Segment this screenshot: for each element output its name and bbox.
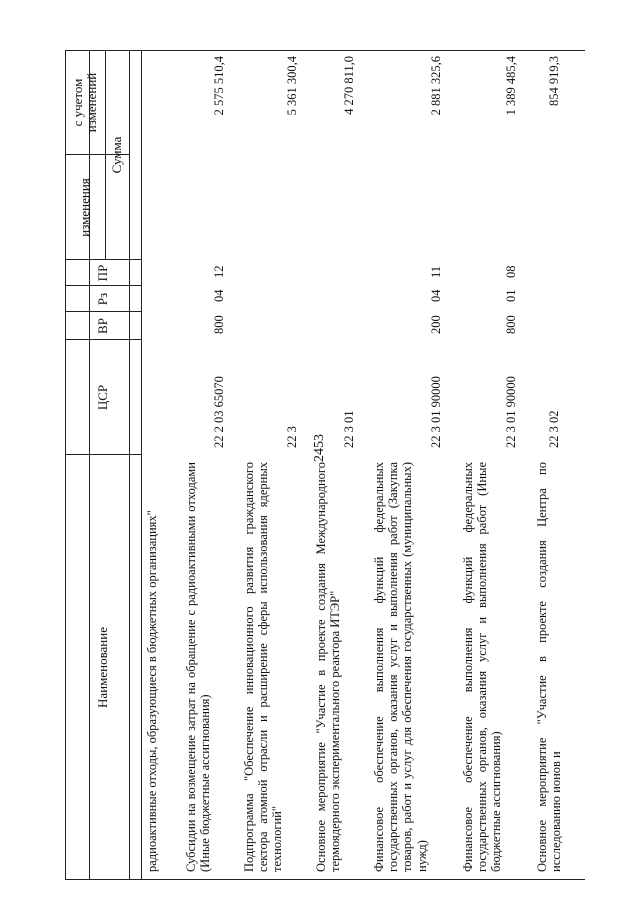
table-left-border <box>65 879 585 880</box>
row-4-pr: 11 <box>429 265 443 278</box>
row-6-csr: 22 3 02 <box>547 410 561 448</box>
header-summa: Сумма <box>109 136 124 174</box>
page-number: 2453 <box>312 434 327 462</box>
row-4-name: Финансовое обеспечение выполнения функций федеральных государственных органов, оказания услуг и выполнения работ (Закупка товаров, работ и услуг для обеспечения государственных (муниципальных) нужд) <box>372 462 429 872</box>
header-name: Наименование <box>95 627 110 708</box>
row-4-rz: 04 <box>429 289 443 302</box>
header-csr: ЦСР <box>95 384 110 411</box>
budget-table <box>65 50 585 880</box>
row-5-vr: 800 <box>504 315 518 334</box>
row-3-with-changes: 4 270 811,0 <box>342 56 356 115</box>
row-0-name: радиоактивные отходы, образующиеся в бюджетных организациях" <box>145 510 159 872</box>
row-4-csr: 22 3 01 90000 <box>429 376 443 448</box>
row-1-with-changes: 2 575 510,4 <box>212 56 226 116</box>
header-with-changes: с учетом изменений <box>70 72 99 133</box>
row-1-rz: 04 <box>212 289 226 302</box>
row-1-pr: 12 <box>212 265 226 278</box>
row-6-with-changes: 854 919,3 <box>547 56 561 106</box>
header-rz: Рз <box>95 292 110 306</box>
row-1-csr: 22 2 03 65070 <box>212 376 226 448</box>
row-2-name: Подпрограмма "Обеспечение инновационного развития гражданского сектора атомной отрасли и расширение сферы использования ядерных технологий" <box>242 462 285 872</box>
row-4-with-changes: 2 881 325,6 <box>429 56 443 116</box>
row-5-pr: 08 <box>504 265 518 278</box>
row-6-name: Основное мероприятие "Участие в проекте создания Центра по исследованию ионов и <box>535 462 564 872</box>
row-2-csr: 22 3 <box>285 426 299 448</box>
row-3-csr: 22 3 01 <box>342 410 356 448</box>
header-border <box>141 50 142 880</box>
row-5-name: Финансовое обеспечение выполнения функций федеральных государственных органов, оказания услуг и выполнения работ (Иные бюджетные ассигнования) <box>461 462 504 872</box>
row-2-with-changes: 5 361 300,4 <box>285 56 299 116</box>
row-5-csr: 22 3 01 90000 <box>504 376 518 448</box>
row-1-vr: 800 <box>212 315 226 334</box>
row-5-rz: 01 <box>504 289 518 302</box>
header-pr: ПР <box>95 264 110 282</box>
row-4-vr: 200 <box>429 315 443 334</box>
row-3-name: Основное мероприятие "Участие в проекте создания Международного термоядерного экспериментального реактора ИТЭР" <box>314 462 343 872</box>
table-right-border <box>65 50 585 51</box>
header-vr: ВР <box>95 318 110 334</box>
row-5-with-changes: 1 389 485,4 <box>504 56 518 116</box>
header-changes: изменения <box>77 178 92 237</box>
row-1-name: Субсидии на возмещение затрат на обращение с радиоактивными отходами (Иные бюджетные ассигнования) <box>184 462 213 872</box>
